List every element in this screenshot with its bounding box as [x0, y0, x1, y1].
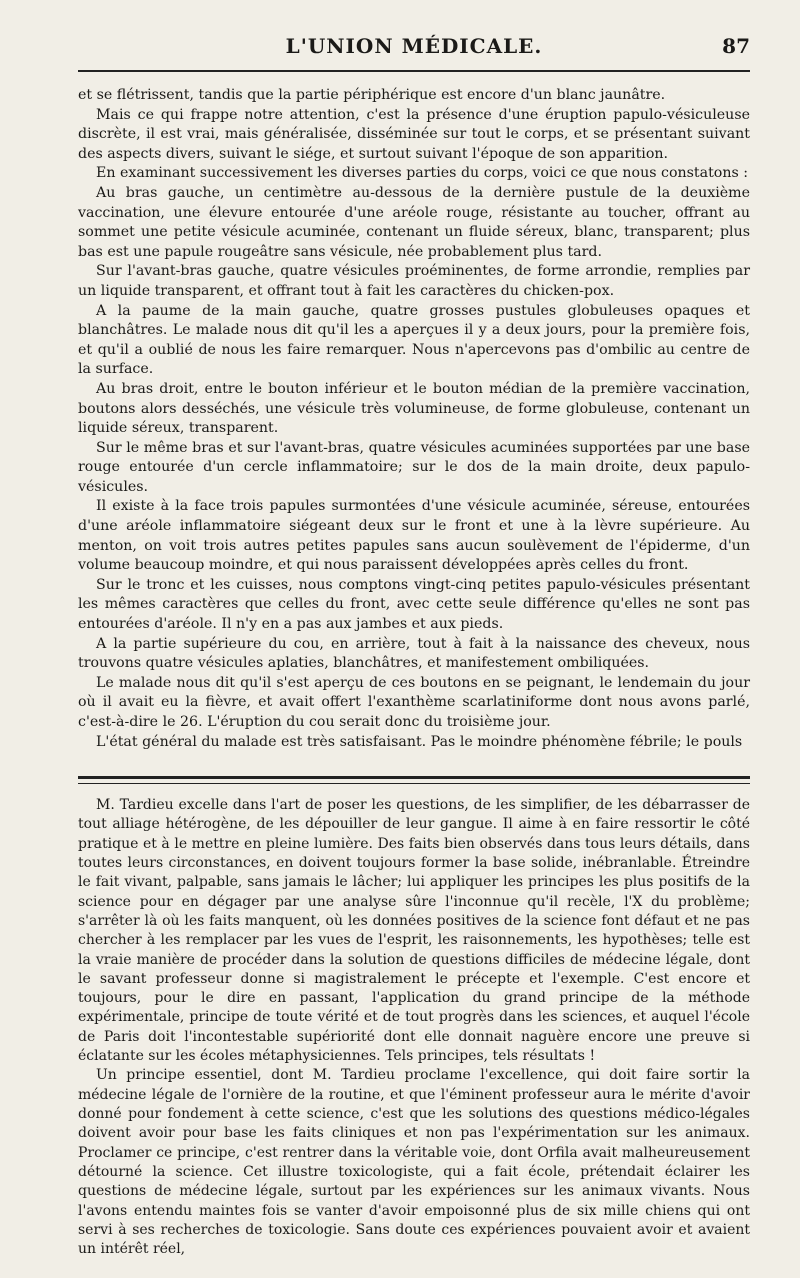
paragraph: Le malade nous dit qu'il s'est aperçu de ces boutons en se peignant, le lendemain du jour où il avait eu la fièvre, et avait offert l'exanthème scarlatiniforme dont nous avons parlé, c'est-à-dire le 26. L'éruption du cou serait donc du troisième jour. — [78, 674, 750, 730]
paragraph: En examinant successivement les diverses parties du corps, voici ce que nous constatons : — [96, 165, 749, 182]
paragraph: Un principe essentiel, dont M. Tardieu proclame l'excellence, qui doit faire sortir la médecine légale de l'ornière de la routine, et que l'éminent professeur aura le mérite d'avoir donné pour fondement à cette science, c'est que les solutions des questions médico-légales doivent avoir pour base les faits cliniques et non pas l'expérimentation sur les animaux. Proclamer ce principe, c'est rentrer dans la véritable voie, dont Orfila avait malheureusement détourné la science. Cet illustre toxicologiste, qui a fait école, prétendait éclairer les questions de médecine légale, surtout par les expériences sur les animaux vivants. Nous l'avons entendu maintes fois se vanter d'avoir empoisonné plus de six mille chiens qui ont servi à ses recherches de toxicologie. Sans doute ces expériences pouvaient avoir et avaient un intérêt réel, — [78, 1067, 750, 1258]
section-separator-thick — [78, 776, 750, 779]
header-rule — [78, 70, 750, 72]
paragraph: Il existe à la face trois papules surmontées d'une vésicule acuminée, séreuse, entourées d'une aréole inflammatoire siégeant deux sur le front et une à la lèvre supérieure. Au menton, on voit trois autres petites papules sans aucun soulèvement de l'épiderme, d'un volume beaucoup moindre, et qui nous paraissent développées après celles du front. — [78, 498, 750, 574]
article-clinical-case — [78, 86, 750, 752]
paragraph: et se flétrissent, tandis que la partie périphérique est encore d'un blanc jaunâtre. — [78, 87, 666, 103]
paragraph: A la paume de la main gauche, quatre grosses pustules globuleuses opaques et blanchâtres. Le malade nous dit qu'il les a aperçues il y a deux jours, pour la première fois, et qu'il a oublié de nous les faire remarquer. Nous n'apercevons pas d'ombilic au centre de la surface. — [78, 302, 750, 378]
paragraph: Sur l'avant-bras gauche, quatre vésicules proéminentes, de forme arrondie, remplies par un liquide transparent, et offrant tout à fait les caractères du chicken-pox. — [78, 263, 750, 299]
paragraph: Mais ce qui frappe notre attention, c'est la présence d'une éruption papulo-vésiculeuse discrète, il est vrai, mais généralisée, disséminée sur tout le corps, et se présentant suivant des aspects divers, suivant le siége, et surtout suivant l'époque de son apparition. — [78, 106, 750, 162]
paragraph: Sur le tronc et les cuisses, nous comptons vingt-cinq petites papulo-vésicules présentant les mêmes caractères que celles du front, avec cette seule différence qu'elles ne sont pas entourées d'aréole. Il n'y en a pas aux jambes et aux pieds. — [78, 576, 750, 633]
page-number: 87 — [722, 34, 750, 58]
paragraph: Sur le même bras et sur l'avant-bras, quatre vésicules acuminées supportées par une base rouge entourée d'un cercle inflammatoire; sur le dos de la main droite, deux papulo-vésicules. — [78, 439, 750, 495]
paragraph: A la partie supérieure du cou, en arrière, tout à fait à la naissance des cheveux, nous trouvons quatre vésicules aplaties, blanchâtres, et manifestement ombiliquées. — [78, 635, 750, 672]
paragraph: Au bras gauche, un centimètre au-dessous de la dernière pustule de la deuxième vaccination, une élevure entourée d'une aréole rouge, résistante au toucher, offrant au sommet une petite vésicule acuminée, contenant un fluide séreux, blanc, transparent; plus bas est une papule rougeâtre sans vésicule, née probablement plus tard. — [78, 184, 750, 260]
page-header — [78, 34, 750, 60]
paragraph: M. Tardieu excelle dans l'art de poser les questions, de les simplifier, de les débarrasser de tout alliage hétérogène, de les dépouiller de leur gangue. Il aime à en faire ressortir le côté pratique et à le mettre en pleine lumière. Des faits bien observés dans tous leurs détails, dans toutes leurs circonstances, en doivent toujours former la base solide, inébranlable. Étreindre le fait vivant, palpable, sans jamais le lâcher; lui appliquer les principes les plus positifs de la science pour en dégager par une analyse sûre l'inconnue qu'il recèle, l'X du problème; s'arrêter là où les faits manquent, où les données positives de la science font défaut et ne pas chercher à les remplacer par les vues de l'esprit, les raisonnements, les hypothèses; telle est la vraie manière de procéder dans la solution de questions difficiles de médecine légale, dont le savant professeur donne si magistralement le précepte et l'exemple. C'est encore et toujours, pour le dire en passant, l'application du grand principe de la méthode expérimentale, principe de toute vérité et de tout progrès dans les sciences, et auquel l'école de Paris doit l'incontestable supériorité dont elle donnait naguère encore une preuve si éclatante sur les écoles métaphysiciennes. Tels principes, tels résultats ! — [78, 797, 750, 1065]
section-separator-thin — [78, 783, 750, 784]
paragraph: Au bras droit, entre le bouton inférieur et le bouton médian de la première vaccination, boutons alors desséchés, une vésicule très volumineuse, de forme globuleuse, contenant un liquide séreux, transparent. — [78, 380, 750, 437]
journal-title: L'UNION MÉDICALE. — [285, 34, 543, 58]
paragraph: L'état général du malade est très satisfaisant. Pas le moindre phénomène fébrile; le pouls — [96, 733, 743, 750]
feuilleton-section — [78, 796, 750, 1260]
